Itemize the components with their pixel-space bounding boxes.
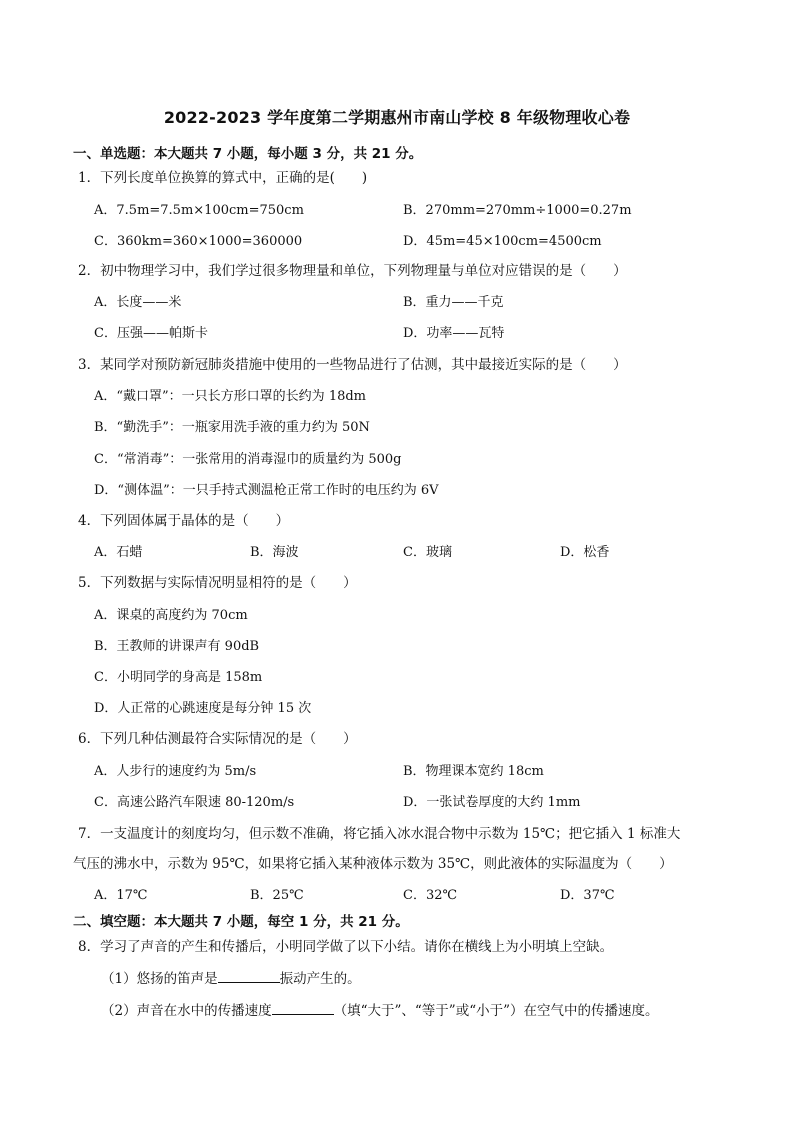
section-heading-fill-in: 二、填空题：本大题共 7 小题，每空 1 分，共 21 分。 [73,914,409,930]
question-4-option-a: A．石蜡 [94,545,143,560]
page-title: 2022-2023 学年度第二学期惠州市南山学校 8 年级物理收心卷 [163,108,631,127]
question-7-option-d: D．37℃ [560,888,615,903]
question-6-stem: 6．下列几种估测最符合实际情况的是（ ） [78,731,357,747]
question-7-stem-line-1: 7．一支温度计的刻度均匀，但示数不准确，将它插入冰水混合物中示数为 15℃；把它插入 1 标准大 [78,826,681,842]
question-3-option-a: A．“戴口罩”：一只长方形口罩的长约为 18dm [94,389,367,404]
question-8-part-1-prefix: （1）悠扬的笛声是 [101,971,218,987]
question-1-option-a: A．7.5m=7.5m×100cm=750cm [94,203,304,218]
question-8-part-2-suffix: （填“大于”、“等于”或“小于”）在空气中的传播速度。 [333,1003,659,1019]
question-7-option-c: C．32℃ [403,888,458,903]
question-7-option-a: A．17℃ [94,888,148,903]
answer-blank-2[interactable] [272,1002,334,1015]
question-5-option-c: C．小明同学的身高是 158m [94,670,263,685]
question-5-stem: 5．下列数据与实际情况明显相符的是（ ） [78,575,357,591]
question-5-option-a: A．课桌的高度约为 70cm [94,608,248,623]
question-1-option-c: C．360km=360×1000=360000 [94,234,303,249]
question-2-option-b: B．重力——千克 [403,295,504,310]
question-4-option-b: B．海波 [250,545,299,560]
question-1-option-d: D．45m=45×100cm=4500cm [403,234,602,249]
question-6-option-a: A．人步行的速度约为 5m/s [94,764,257,779]
question-3-option-c: C．“常消毒”：一张常用的消毒湿巾的质量约为 500g [94,452,402,467]
question-2-option-d: D．功率——瓦特 [403,326,505,341]
question-4-option-d: D．松香 [560,545,610,560]
question-7-option-b: B．25℃ [250,888,304,903]
answer-blank-1[interactable] [218,970,280,983]
question-6-option-d: D．一张试卷厚度的大约 1mm [403,795,581,810]
question-8-part-2-prefix: （2）声音在水中的传播速度 [101,1003,272,1019]
question-4-option-c: C．玻璃 [403,545,452,560]
question-1-option-b: B．270mm=270mm÷1000=0.27m [403,203,632,218]
question-1-stem: 1．下列长度单位换算的算式中，正确的是( ) [78,170,368,186]
question-3-option-d: D．“测体温”：一只手持式测温枪正常工作时的电压约为 6V [94,483,439,498]
question-2-stem: 2．初中物理学习中，我们学过很多物理量和单位，下列物理量与单位对应错误的是（ ） [78,263,627,279]
section-heading-single-choice: 一、单选题：本大题共 7 小题，每小题 3 分，共 21 分。 [73,146,423,162]
question-5-option-b: B．王教师的讲课声有 90dB [94,639,260,654]
question-6-option-b: B．物理课本宽约 18cm [403,764,544,779]
question-2-option-a: A．长度——米 [94,295,182,310]
question-8-part-1 [101,967,361,987]
question-5-option-d: D．人正常的心跳速度是每分钟 15 次 [94,701,312,716]
question-2-option-c: C．压强——帕斯卡 [94,326,208,341]
question-7-stem-line-2: 气压的沸水中，示数为 95℃，如果将它插入某种液体示数为 35℃，则此液体的实际温度为（ ） [73,856,673,872]
question-3-option-b: B．“勤洗手”：一瓶家用洗手液的重力约为 50N [94,420,370,435]
question-8-part-1-suffix: 振动产生的。 [279,971,361,987]
question-6-option-c: C．高速公路汽车限速 80-120m/s [94,795,295,810]
question-3-stem: 3．某同学对预防新冠肺炎措施中使用的一些物品进行了估测，其中最接近实际的是（ ） [78,357,627,373]
question-8-part-2 [101,999,659,1019]
question-8-stem: 8．学习了声音的产生和传播后，小明同学做了以下小结。请你在横线上为小明填上空缺。 [78,939,614,955]
question-4-stem: 4．下列固体属于晶体的是（ ） [78,513,290,529]
